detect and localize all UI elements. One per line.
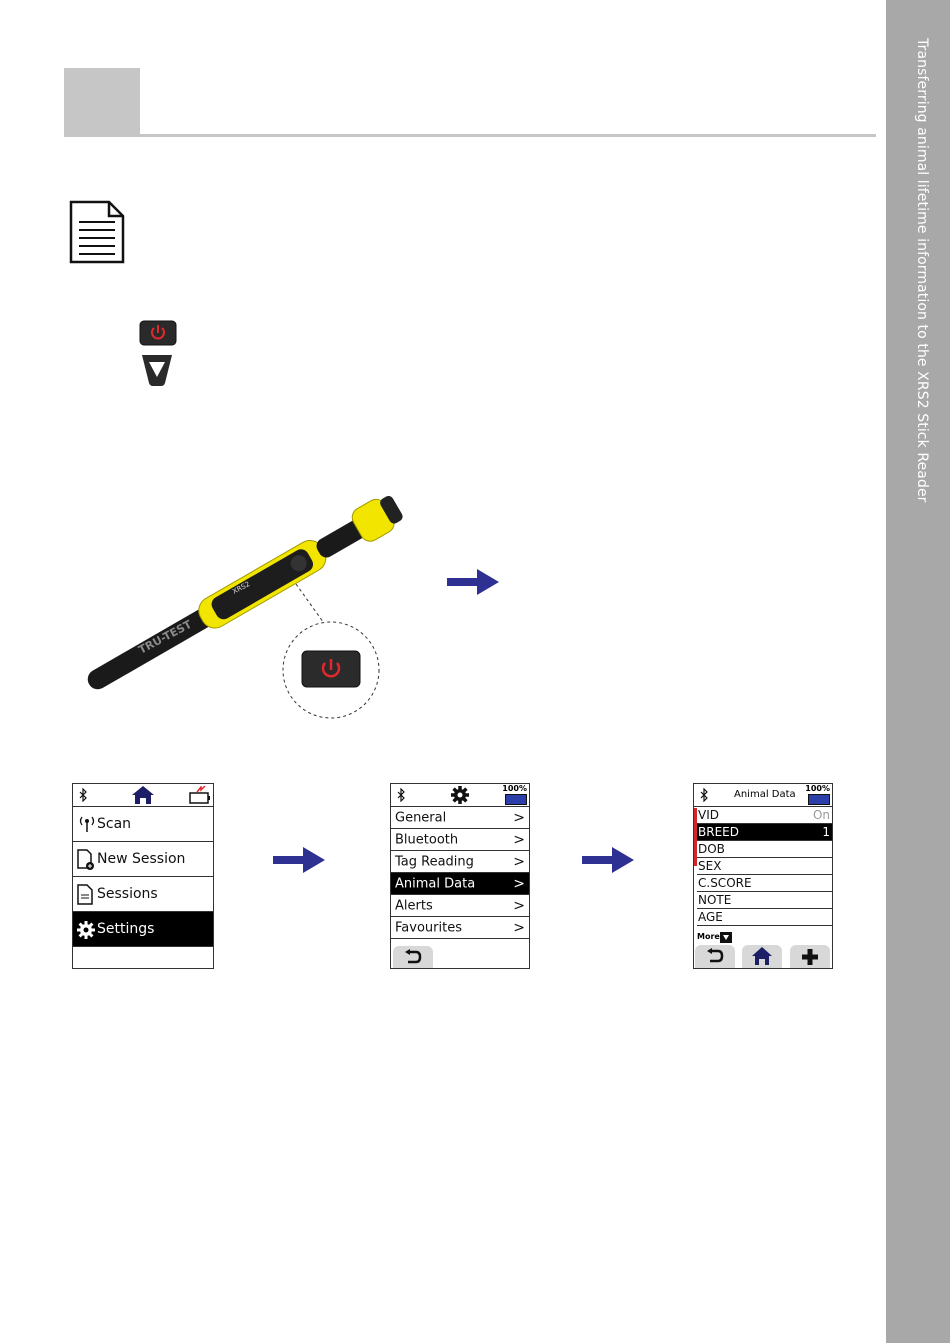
- menu-item-sessions[interactable]: [73, 877, 213, 912]
- animal-data-screen: [693, 783, 833, 969]
- sidebar-caption: Transferring animal lifetime information to the XRS2 Stick Reader: [914, 38, 930, 503]
- arrow-right-icon: [273, 845, 325, 875]
- menu-item-label: Tag Reading: [395, 854, 474, 869]
- sessions-icon: [77, 884, 93, 906]
- status-bar: [694, 784, 832, 807]
- main-menu-screen: [72, 783, 214, 969]
- screen-title: Animal Data: [734, 789, 796, 800]
- menu-item-general[interactable]: [391, 807, 529, 829]
- back-arrow-icon: [404, 949, 422, 965]
- add-button[interactable]: [790, 945, 830, 968]
- status-bar: [73, 784, 213, 807]
- field-row-dob[interactable]: [697, 841, 832, 858]
- menu-item-animal-data[interactable]: [391, 873, 529, 895]
- home-icon[interactable]: [131, 785, 155, 805]
- chevron-right-icon: >: [513, 853, 525, 870]
- field-row-vid[interactable]: [697, 807, 832, 824]
- gear-icon: [76, 920, 96, 940]
- gear-icon: [450, 785, 470, 805]
- back-button[interactable]: [393, 946, 433, 968]
- settings-screen: [390, 783, 530, 969]
- menu-item-alerts[interactable]: [391, 895, 529, 917]
- status-bar: [391, 784, 529, 807]
- chevron-right-icon: >: [513, 919, 525, 936]
- menu-item-label: Animal Data: [395, 876, 476, 891]
- arrow-right-icon: [582, 845, 634, 875]
- step-number-box: [64, 68, 140, 136]
- arrow-right-icon: [447, 567, 499, 597]
- note-document-icon: [69, 200, 125, 264]
- stick-reader-illustration: [76, 476, 416, 722]
- menu-item-label: Favourites: [395, 920, 462, 935]
- menu-item-scan[interactable]: [73, 807, 213, 842]
- menu-item-label: Bluetooth: [395, 832, 459, 847]
- down-key-icon: [139, 353, 175, 387]
- plus-icon: [801, 948, 819, 966]
- menu-item-label: General: [395, 810, 447, 825]
- battery-percent: 100%: [805, 784, 830, 793]
- battery-charging-icon: [189, 786, 211, 804]
- menu-item-label: Sessions: [97, 886, 158, 902]
- header-divider: [64, 134, 876, 137]
- bluetooth-icon: [78, 788, 88, 802]
- bluetooth-icon: [396, 788, 406, 802]
- more-label: More: [697, 932, 720, 941]
- home-icon: [751, 946, 773, 966]
- battery-icon: [505, 794, 527, 805]
- chevron-right-icon: >: [513, 897, 525, 914]
- field-row-age[interactable]: [697, 909, 832, 926]
- field-label: SEX: [698, 859, 722, 873]
- chevron-right-icon: >: [513, 809, 525, 826]
- field-label: BREED: [698, 825, 739, 839]
- back-arrow-icon: [706, 948, 724, 964]
- power-button-icon: [139, 320, 177, 346]
- new-session-icon: [77, 849, 95, 871]
- field-value: On: [812, 808, 830, 822]
- field-label: AGE: [698, 910, 723, 924]
- field-row-note[interactable]: [697, 892, 832, 909]
- down-key-icon: [720, 932, 732, 943]
- field-label: NOTE: [698, 893, 732, 907]
- menu-item-settings[interactable]: [73, 912, 213, 947]
- menu-item-label: Scan: [97, 816, 132, 832]
- field-row-breed[interactable]: [697, 824, 832, 841]
- device-label-text: XRS2: [231, 579, 252, 596]
- battery-percent: 100%: [502, 784, 527, 793]
- device-brand-text: TRU-TEST: [136, 617, 194, 657]
- field-label: VID: [698, 808, 719, 822]
- back-button[interactable]: [695, 945, 735, 968]
- menu-item-bluetooth[interactable]: [391, 829, 529, 851]
- antenna-icon: [77, 815, 97, 833]
- field-row-sex[interactable]: [697, 858, 832, 875]
- field-label: C.SCORE: [698, 876, 752, 890]
- menu-item-new-session[interactable]: [73, 842, 213, 877]
- menu-item-label: Alerts: [395, 898, 433, 913]
- chevron-right-icon: >: [513, 875, 525, 892]
- field-label: DOB: [698, 842, 725, 856]
- field-row-cscore[interactable]: [697, 875, 832, 892]
- home-button[interactable]: [742, 945, 782, 968]
- field-value: 1: [822, 825, 830, 839]
- menu-item-favourites[interactable]: [391, 917, 529, 939]
- chevron-right-icon: >: [513, 831, 525, 848]
- bluetooth-icon: [699, 788, 709, 802]
- menu-item-tag-reading[interactable]: [391, 851, 529, 873]
- battery-icon: [808, 794, 830, 805]
- menu-item-label: New Session: [97, 851, 186, 867]
- menu-item-label: Settings: [97, 921, 155, 937]
